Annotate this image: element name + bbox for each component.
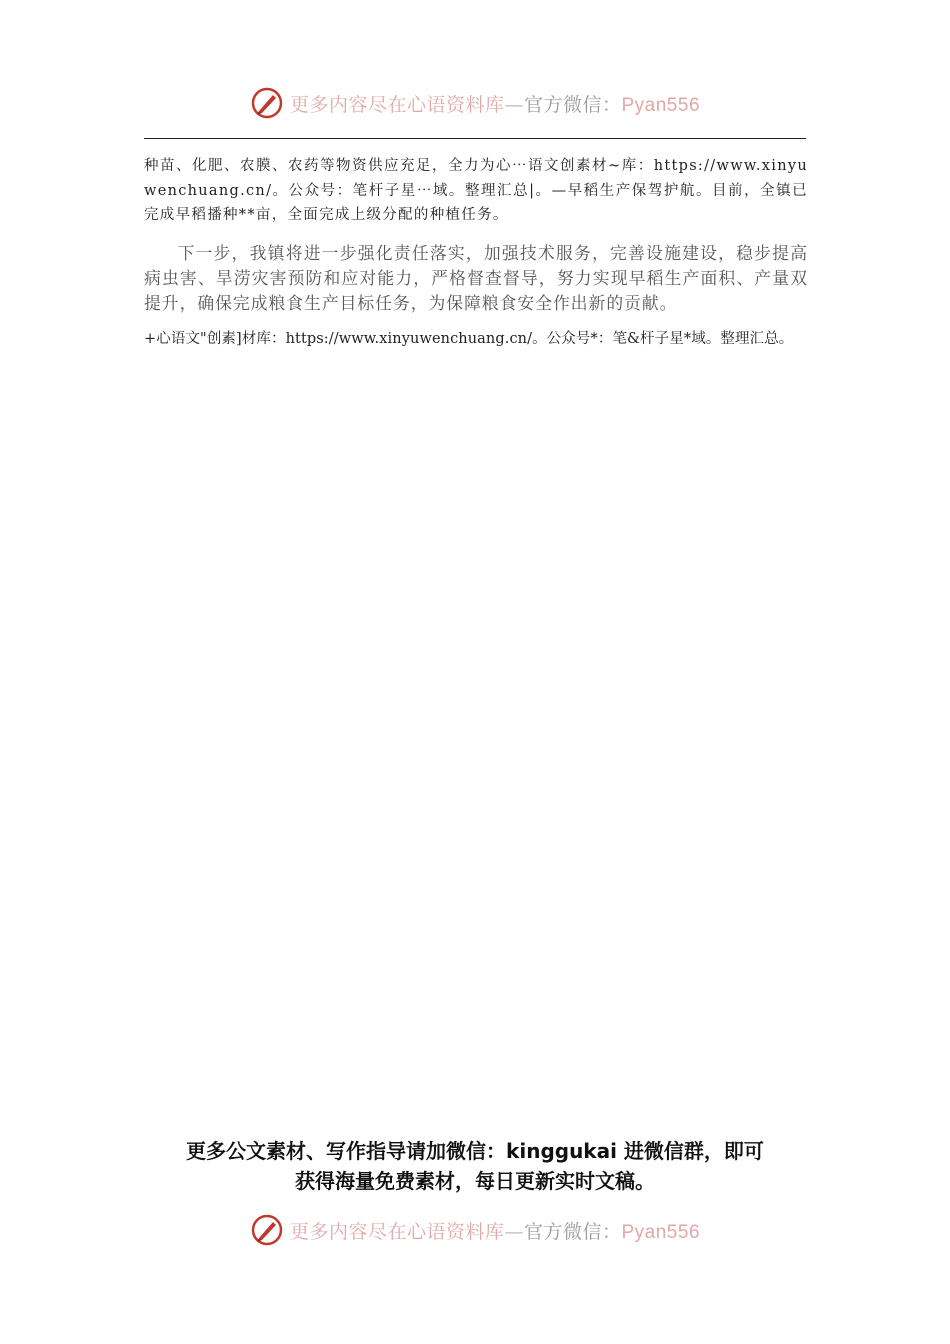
paragraph-1: 种苗、化肥、农膜、农药等物资供应充足，全力为心⋯语文创素材~库：https://www.xinyuwenchuang.cn/。公众号：笔杆子星⋯域。整理汇总|。—早稻生产保驾护航。目前，全镇已完成早稻播种**亩，全面完成上级分配的种植任务。 <box>144 158 808 223</box>
header-brand-main: 更多内容尽在心语资料库 <box>289 93 505 116</box>
header-brand-account: Pyan556 <box>621 94 701 116</box>
promo-line-2: 获得海量免费素材，每日更新实时文稿。 <box>295 1169 655 1193</box>
header-brand <box>0 83 950 123</box>
footer-brand-main: 更多内容尽在心语资料库 <box>289 1220 505 1243</box>
header-brand-wechat: 官方微信： <box>523 93 622 116</box>
header-brand-text <box>290 90 700 117</box>
promo-block <box>0 1136 950 1196</box>
footer-brand <box>0 1210 950 1250</box>
footer-brand-account: Pyan556 <box>621 1221 701 1243</box>
footer-brand-wechat: 官方微信： <box>523 1220 622 1243</box>
paragraph-3: +心语文"创素]材库：https://www.xinyuwenchuang.cn/。公众号*：笔&杆子星*域。整理汇总。 <box>144 330 794 347</box>
footer-brand-sep: — <box>504 1220 524 1243</box>
document-body <box>144 154 808 350</box>
pen-logo-icon <box>250 1213 284 1247</box>
paragraph-2: 下一步，我镇将进一步强化责任落实，加强技术服务，完善设施建设，稳步提高病虫害、旱涝灾害预防和应对能力，严格督查督导，努力实现早稻生产面积、产量双提升，确保完成粮食生产目标任务，为保障粮食安全作出新的贡献。 <box>144 242 808 313</box>
footer-brand-text <box>290 1217 700 1244</box>
header-brand-sep: — <box>504 93 524 116</box>
header-divider <box>144 138 806 139</box>
promo-line-1: 更多公文素材、写作指导请加微信：kinggukai 进微信群，即可 <box>186 1139 764 1163</box>
pen-logo-icon <box>250 86 284 120</box>
